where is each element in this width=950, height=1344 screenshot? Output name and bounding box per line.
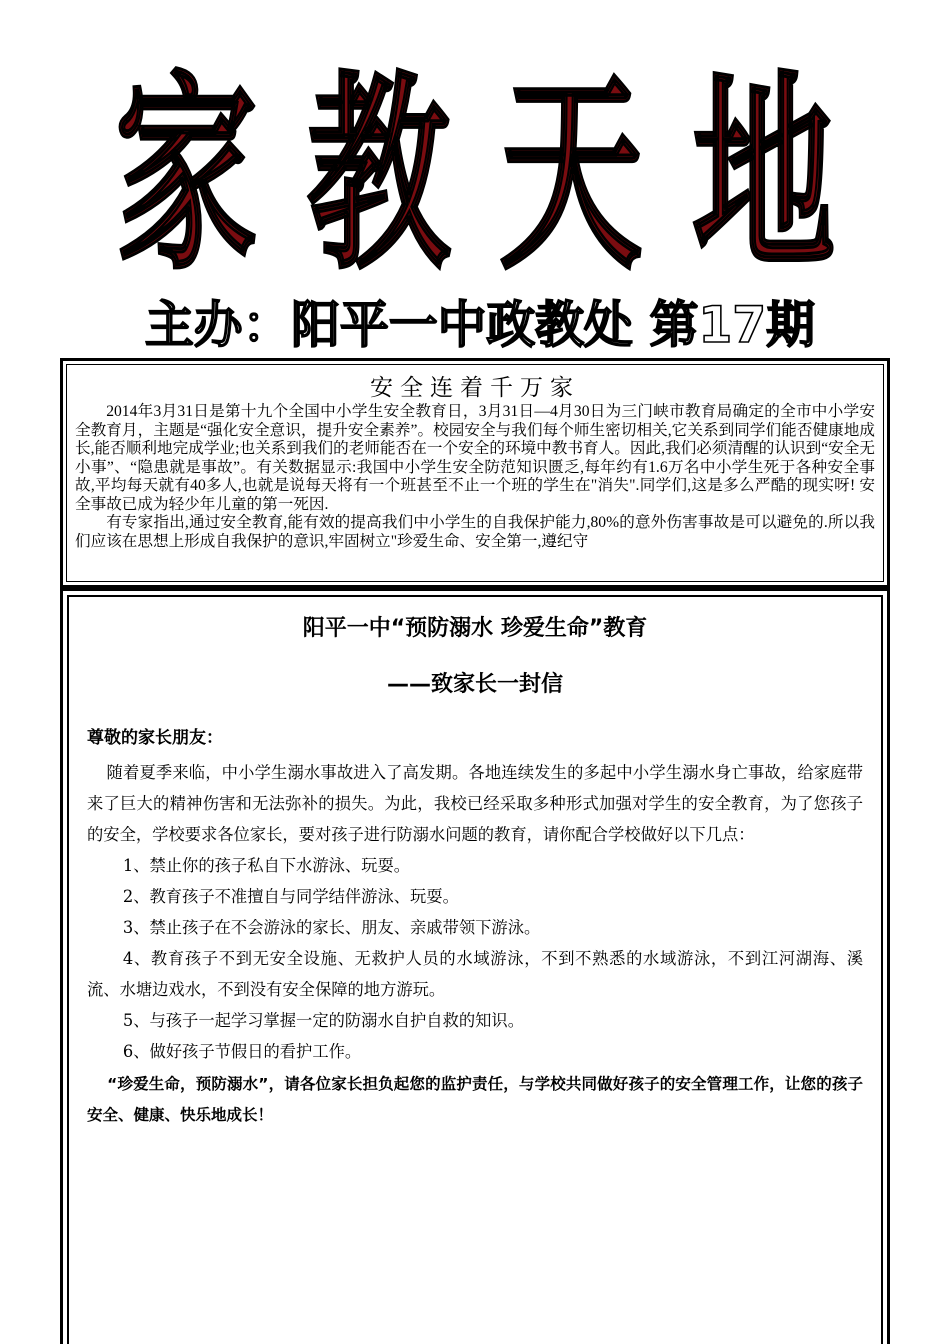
letter-closing: “珍爱生命，预防溺水”，请各位家长担负起您的监护责任，与学校共同做好孩子的安全管理工作，让您的孩子安全、健康、快乐地成长！: [87, 1075, 863, 1124]
letter-intro: 随着夏季来临，中小学生溺水事故进入了高发期。各地连续发生的多起中小学生溺水身亡事故，给家庭带来了巨大的精神伤害和无法弥补的损失。为此，我校已经采取多种形式加强对学生的安全教育，为了您孩子的安全，学校要求各位家长，要对孩子进行防溺水问题的教育，请你配合学校做好以下几点：: [87, 763, 863, 844]
list-item: 3、禁止孩子在不会游泳的家长、朋友、亲戚带领下游泳。: [122, 918, 541, 937]
masthead-title-text: 家 教 天 地: [115, 53, 835, 298]
list-item: 2、教育孩子不准擅自与同学结伴游泳、玩耍。: [122, 887, 459, 906]
organizer-line: [140, 292, 820, 354]
article-drowning-inner: [67, 595, 883, 1344]
article-drowning-letter: [60, 588, 890, 1344]
organizer-text: 主办：阳平一中政教处 第17期: [145, 296, 815, 354]
letter-greeting: 尊敬的家长朋友：: [87, 728, 223, 748]
article-safety-paragraph: 有专家指出,通过安全教育,能有效的提高我们中小学生的自我保护能力,80%的意外伤害事故是可以避免的.所以我们应该在思想上形成自我保护的意识,牢固树立"珍爱生命、安全第一,遵纪守: [75, 514, 875, 550]
article-safety: [60, 358, 890, 588]
list-item: 6、做好孩子节假日的看护工作。: [122, 1042, 362, 1061]
masthead-title: [110, 38, 840, 306]
letter-body: [87, 757, 863, 1131]
list-item: 4、教育孩子不到无安全设施、无救护人员的水域游泳，不到不熟悉的水域游泳，不到江河湖海、溪流、水塘边戏水，不到没有安全保障的地方游玩。: [87, 949, 863, 999]
article-safety-paragraph: 2014年3月31日是第十九个全国中小学生安全教育日，3月31日—4月30日为三门峡市教育局确定的全市中小学安全教育月，主题是“强化安全意识，提升安全素养”。校园安全与我们每个师生密切相关,它关系到同学们能否健康地成长,能否顺利地完成学业;也关系到我们的老师能否在一个安全的环境中教书育人。因此,我们必须清醒的认识到“安全无小事”、“隐患就是事故”。有关数据显示:我国中小学生安全防范知识匮乏,每年约有1.6万名中小学生死于各种安全事故,平均每天就有40多人,也就是说每天将有一个班甚至不止一个班的学生在"消失".同学们,这是多么严酷的现实呀! 安全事故已成为轻少年儿童的第一死因.: [75, 403, 875, 513]
list-item: 1、禁止你的孩子私自下水游泳、玩耍。: [122, 856, 411, 875]
list-item: 5、与孩子一起学习掌握一定的防溺水自护自救的知识。: [122, 1011, 524, 1030]
article-safety-inner: [66, 364, 884, 582]
letter-subtitle: ——致家长一封信: [386, 672, 563, 697]
letter-title: 阳平一中“预防溺水 珍爱生命”教育: [302, 616, 648, 641]
article-safety-heading: 安全连着千万家: [370, 375, 580, 401]
